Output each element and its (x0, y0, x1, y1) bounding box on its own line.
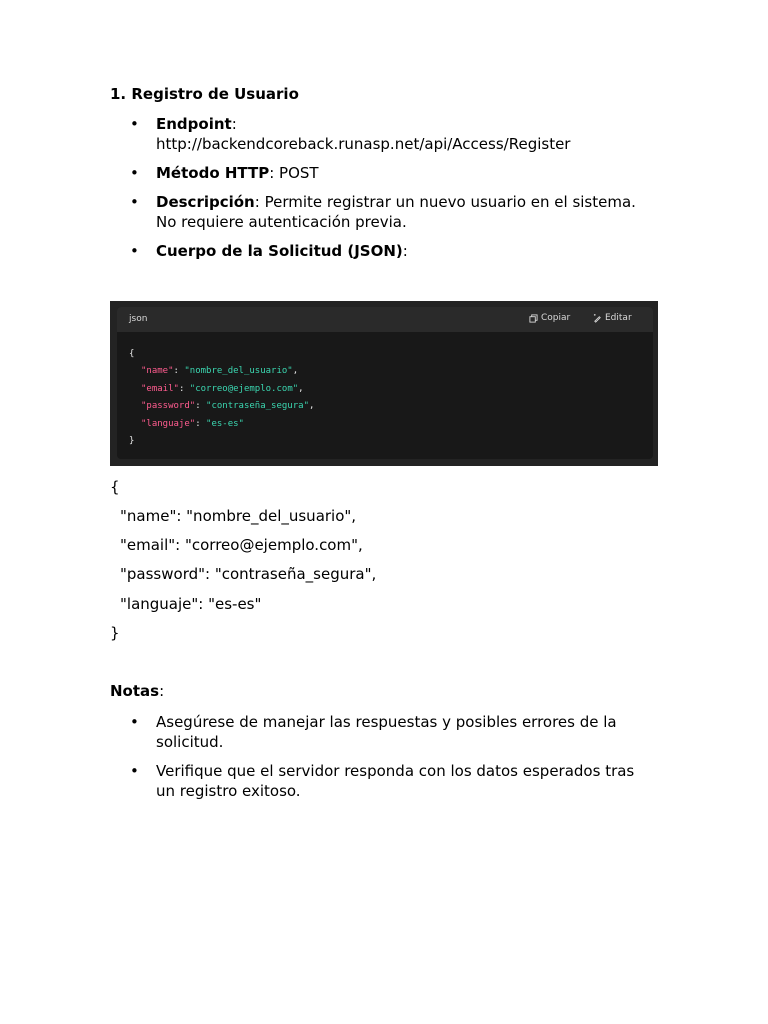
code-block (117, 307, 653, 459)
code-key: "email" (141, 383, 179, 394)
plain-json-line: "password": "contraseña_segura", (120, 565, 377, 583)
note-text: Verifique que el servidor responda con los datos esperados tras (156, 762, 635, 780)
section-heading: 1. Registro de Usuario (110, 85, 299, 103)
plain-json-line: "email": "correo@ejemplo.com", (120, 536, 363, 554)
list-item-request-body (110, 241, 670, 261)
code-language-label: json (129, 314, 148, 324)
item-label: Descripción (156, 193, 255, 211)
code-value: "nombre_del_usuario" (184, 366, 293, 377)
code-line-close: } (129, 436, 135, 447)
code-comma: , (298, 383, 304, 394)
code-line-open: { (129, 349, 135, 359)
list-item-description (110, 192, 670, 232)
notes-list (110, 712, 670, 810)
note-text-line2: solicitud. (156, 733, 224, 751)
list-item-method (110, 163, 670, 183)
notes-separator: : (159, 682, 165, 700)
item-label: Cuerpo de la Solicitud (JSON) (156, 242, 403, 260)
code-comma: , (292, 366, 299, 377)
plain-json-close: } (110, 624, 120, 642)
plain-json-line: "languaje": "es-es" (120, 595, 262, 613)
list-item-endpoint (110, 114, 670, 154)
code-line: "password": "contraseña_segura", (141, 401, 315, 412)
item-separator: : (269, 164, 275, 182)
copy-icon (529, 314, 538, 323)
item-separator: : (402, 242, 408, 260)
endpoint-url: http://backendcoreback.runasp.net/api/Access/Register (156, 135, 571, 153)
plain-json-open: { (110, 478, 120, 496)
list-item-note (110, 712, 670, 752)
note-text: Asegúrese de manejar las respuestas y posibles errores de la (156, 713, 617, 731)
code-content (117, 332, 653, 450)
edit-icon (593, 314, 602, 323)
bullet-icon: • (130, 115, 139, 133)
code-line: "languaje": "es-es" (141, 418, 244, 429)
code-line: "name": "nombre_del_usuario", (141, 366, 299, 377)
copy-label: Copiar (541, 313, 571, 323)
copy-button[interactable] (529, 313, 570, 323)
bullet-icon: • (130, 164, 139, 182)
item-text: POST (274, 164, 319, 182)
endpoint-details-list (110, 114, 670, 270)
list-item-note (110, 761, 670, 801)
item-text: Permite registrar un nuevo usuario en el sistema. (259, 193, 636, 211)
code-value: "contraseña_segura" (206, 401, 309, 412)
note-text-line2: un registro exitoso. (156, 782, 301, 800)
code-key: "languaje" (141, 418, 196, 429)
edit-label: Editar (605, 313, 632, 323)
item-label: Método HTTP (156, 164, 270, 182)
item-separator: : (254, 193, 260, 211)
bullet-icon: • (130, 193, 139, 211)
code-key: "name" (141, 366, 174, 377)
item-separator: : (231, 115, 237, 133)
code-line: "email": "correo@ejemplo.com", (141, 383, 304, 394)
bullet-icon: • (130, 713, 139, 731)
code-comma: , (308, 401, 315, 412)
edit-button[interactable] (593, 313, 632, 323)
code-value: "es-es" (206, 418, 244, 429)
code-key: "password" (141, 401, 196, 412)
code-block-screenshot (110, 301, 658, 466)
item-label: Endpoint (156, 115, 232, 133)
plain-json-line: "name": "nombre_del_usuario", (120, 507, 357, 525)
notes-heading (110, 682, 164, 700)
bullet-icon: • (130, 762, 139, 780)
item-text-line2: No requiere autenticación previa. (156, 213, 407, 231)
notes-label: Notas (110, 682, 160, 700)
code-block-header (117, 307, 653, 332)
bullet-icon: • (130, 242, 139, 260)
code-value: "correo@ejemplo.com" (189, 383, 299, 394)
